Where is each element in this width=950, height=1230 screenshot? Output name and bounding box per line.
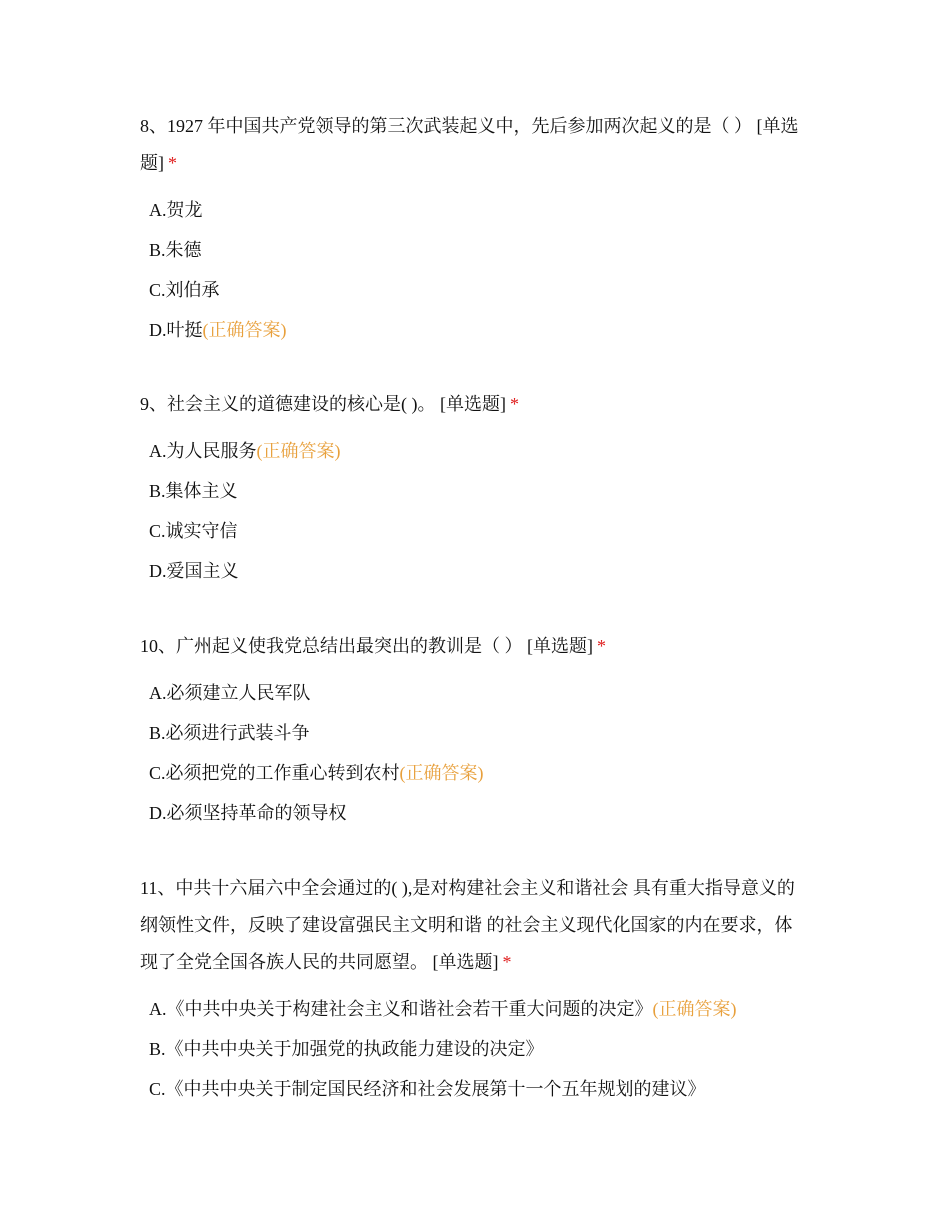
correct-answer-tag: (正确答案) bbox=[202, 320, 287, 340]
option-label: B.集体主义 bbox=[149, 481, 238, 501]
options-list bbox=[140, 673, 810, 833]
question-stem: 11、中共十六届六中全会通过的( ),是对构建社会主义和谐社会 具有重大指导意义的纲领性文件，反映了建设富强民主文明和谐 的社会主义现代化国家的内在要求，体现了全党全国各族人民的共同愿望。 [单选题] bbox=[140, 878, 795, 972]
option-b[interactable] bbox=[140, 471, 810, 511]
option-b[interactable] bbox=[140, 1029, 810, 1069]
question-text bbox=[140, 386, 810, 423]
option-c[interactable] bbox=[140, 270, 810, 310]
question-stem: 9、社会主义的道德建设的核心是( )。 [单选题] bbox=[140, 394, 506, 414]
correct-answer-tag: (正确答案) bbox=[256, 441, 341, 461]
option-d[interactable] bbox=[140, 551, 810, 591]
question-text bbox=[140, 108, 810, 182]
option-a[interactable] bbox=[140, 190, 810, 230]
option-d[interactable] bbox=[140, 793, 810, 833]
options-list bbox=[140, 989, 810, 1109]
option-a[interactable] bbox=[140, 989, 810, 1029]
option-label: D.爱国主义 bbox=[149, 561, 239, 581]
option-label: A.必须建立人民军队 bbox=[149, 683, 311, 703]
question-10 bbox=[140, 628, 810, 833]
option-label: D.必须坚持革命的领导权 bbox=[149, 803, 347, 823]
option-label: C.必须把党的工作重心转到农村 bbox=[149, 763, 400, 783]
required-asterisk: * bbox=[168, 153, 177, 173]
correct-answer-tag: (正确答案) bbox=[652, 999, 737, 1019]
required-asterisk: * bbox=[502, 952, 512, 972]
question-9 bbox=[140, 386, 810, 591]
option-c[interactable] bbox=[140, 753, 810, 793]
option-a[interactable] bbox=[140, 431, 810, 471]
option-label: C.刘伯承 bbox=[149, 280, 220, 300]
option-a[interactable] bbox=[140, 673, 810, 713]
required-asterisk: * bbox=[509, 394, 519, 414]
question-text bbox=[140, 870, 810, 981]
option-label: B.必须进行武装斗争 bbox=[149, 723, 310, 743]
question-stem: 10、广州起义使我党总结出最突出的教训是（ ） [单选题] bbox=[140, 636, 593, 656]
option-d[interactable] bbox=[140, 310, 810, 350]
option-c[interactable] bbox=[140, 1069, 810, 1109]
option-label: A.贺龙 bbox=[149, 200, 203, 220]
question-text bbox=[140, 628, 810, 665]
options-list bbox=[140, 190, 810, 350]
question-8 bbox=[140, 108, 810, 350]
option-label: A.《中共中央关于构建社会主义和谐社会若干重大问题的决定》 bbox=[149, 999, 653, 1019]
options-list bbox=[140, 431, 810, 591]
option-label: C.诚实守信 bbox=[149, 521, 238, 541]
option-label: B.《中共中央关于加强党的执政能力建设的决定》 bbox=[149, 1039, 544, 1059]
question-stem: 8、1927 年中国共产党领导的第三次武装起义中，先后参加两次起义的是（ ） [单选题] bbox=[140, 116, 799, 173]
option-b[interactable] bbox=[140, 713, 810, 753]
option-label: C.《中共中央关于制定国民经济和社会发展第十一个五年规划的建议》 bbox=[149, 1079, 706, 1099]
correct-answer-tag: (正确答案) bbox=[399, 763, 484, 783]
option-label: A.为人民服务 bbox=[149, 441, 257, 461]
option-b[interactable] bbox=[140, 230, 810, 270]
required-asterisk: * bbox=[597, 636, 606, 656]
option-label: D.叶挺 bbox=[149, 320, 203, 340]
option-label: B.朱德 bbox=[149, 240, 202, 260]
question-11 bbox=[140, 870, 810, 1109]
option-c[interactable] bbox=[140, 511, 810, 551]
